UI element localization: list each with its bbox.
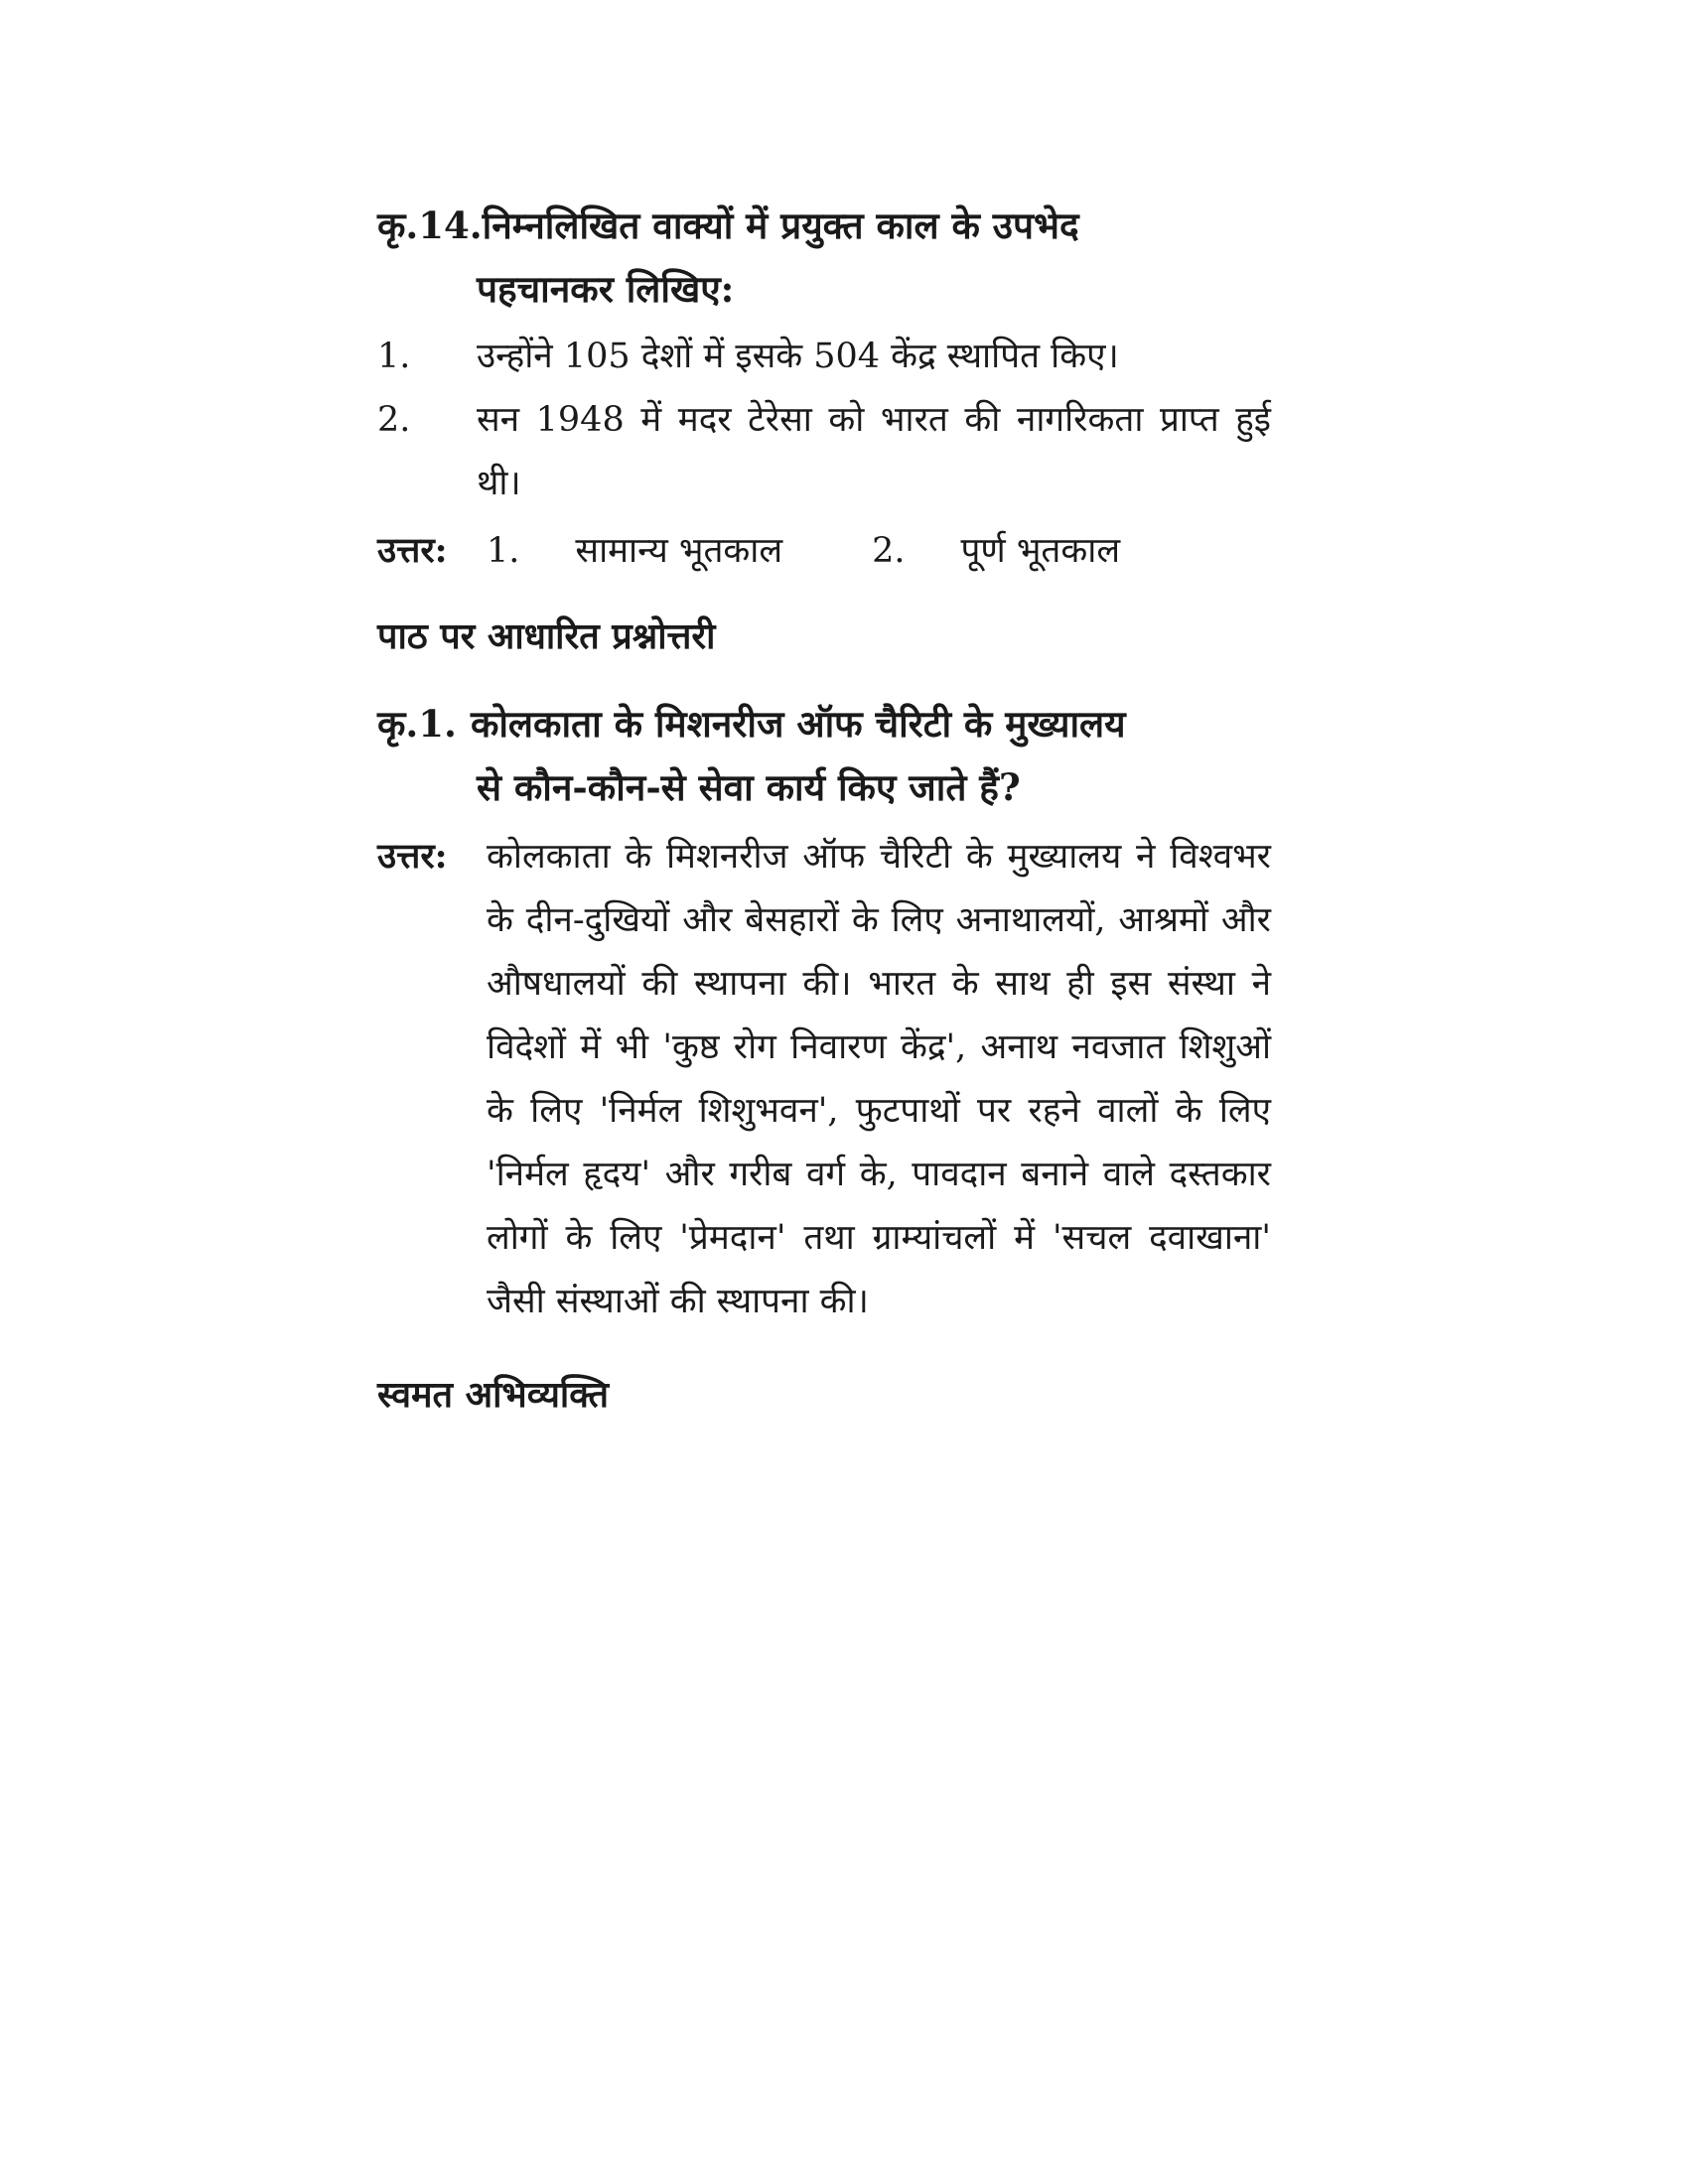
answer-text: सामान्य भूतकाल — [575, 531, 783, 571]
answer-part-1 — [487, 519, 782, 583]
section-heading: पाठ पर आधारित प्रश्नोत्तरी — [377, 615, 716, 657]
question-text-continued: पहचानकर लिखिए: — [477, 267, 735, 311]
question-text-continued: से कौन-कौन-से सेवा कार्य किए जाते हैं? — [477, 765, 1021, 809]
answer-1 — [377, 825, 1271, 1333]
sentence-list — [377, 325, 1271, 515]
answer-paragraph: कोलकाता के मिशनरीज ऑफ चैरिटी के मुख्यालय ने विश्वभर के दीन-दुखियों और बेसहारों के लिए अनाथालयों, आश्रमों और औषधालयों की स्थापना की। भारत के साथ ही इस संस्था ने विदेशों में भी 'कुष्ठ रोग निवारण केंद्र', अनाथ नवजात शिशुओं के लिए 'निर्मल शिशुभवन', फुटपाथों पर रहने वालों के लिए 'निर्मल हृदय' और गरीब वर्ग के, पावदान बनाने वाले दस्तकार लोगों के लिए 'प्रेमदान' तथा ग्राम्यांचलों में 'सचल दवाखाना' जैसी संस्थाओं की स्थापना की। — [487, 837, 1271, 1321]
list-item-number: 2. — [377, 400, 411, 440]
answer-number: 1. — [487, 531, 520, 571]
list-item-text: उन्होंने 105 देशों में इसके 504 केंद्र स्थापित किए। — [477, 337, 1119, 376]
answer-label: उत्तर: — [377, 530, 448, 571]
question-14-continued — [377, 257, 1271, 321]
question-1-continued — [377, 755, 1271, 819]
list-item — [377, 325, 1271, 388]
document-page — [377, 194, 1271, 1427]
question-number: कृ.1. — [377, 702, 457, 746]
answer-number: 2. — [872, 531, 906, 571]
question-number: कृ.14. — [377, 204, 483, 247]
list-item-text: सन 1948 में मदर टेरेसा को भारत की नागरिकता प्राप्त हुई थी। — [477, 400, 1271, 503]
answer-part-2 — [872, 519, 1120, 583]
section-heading: स्वमत अभिव्यक्ति — [377, 1374, 610, 1416]
question-text: निम्नलिखित वाक्यों में प्रयुक्त काल के उपभेद — [482, 204, 1079, 247]
answer-text: पूर्ण भूतकाल — [960, 531, 1121, 571]
answer-14 — [377, 519, 1271, 583]
list-item-number: 1. — [377, 337, 411, 376]
question-14 — [377, 194, 1271, 257]
question-1 — [377, 692, 1271, 755]
answer-label: उत्तर: — [377, 836, 448, 877]
list-item — [377, 388, 1271, 515]
question-text: कोलकाता के मिशनरीज ऑफ चैरिटी के मुख्यालय — [470, 702, 1126, 746]
